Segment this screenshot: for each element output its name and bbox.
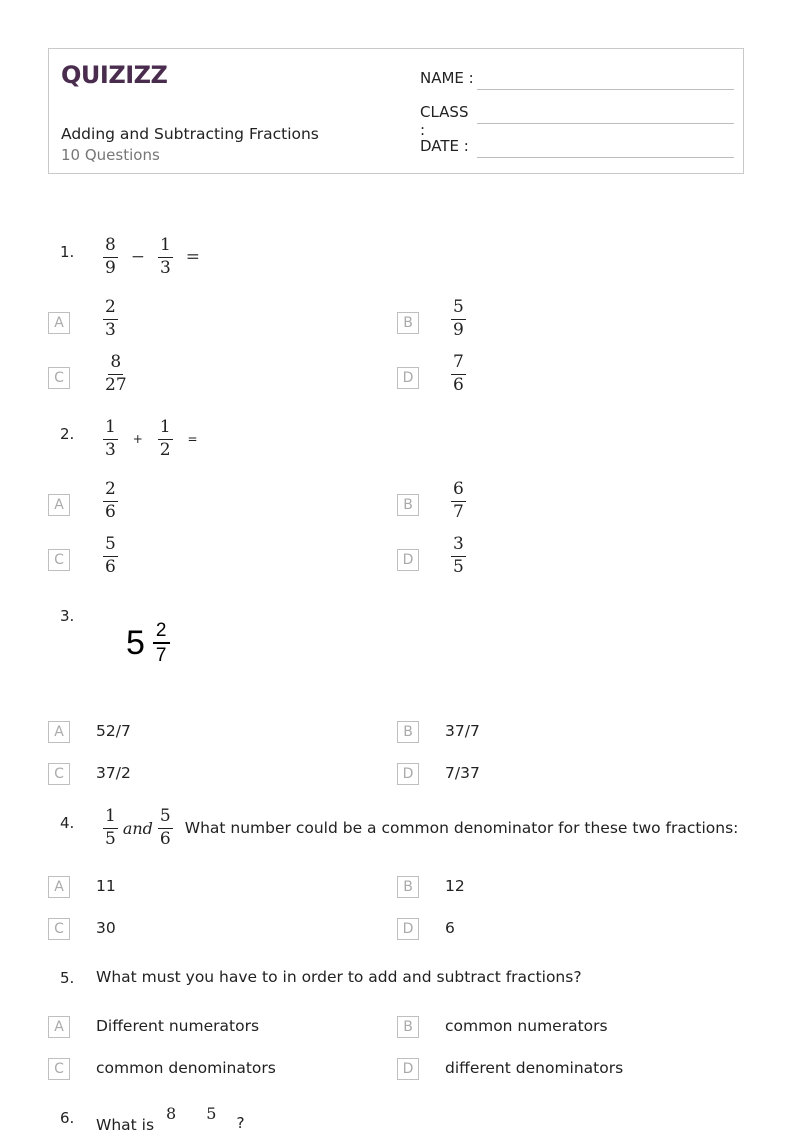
- equals-sign: =: [187, 432, 198, 447]
- question-prompt: What is: [96, 1116, 155, 1134]
- question-prompt: What must you have to in order to add and subtract fractions?: [96, 968, 582, 986]
- option-b-box[interactable]: B: [397, 721, 419, 743]
- question-mark: ?: [236, 1114, 245, 1132]
- class-field[interactable]: [420, 103, 734, 139]
- option-c-box[interactable]: C: [48, 763, 70, 785]
- date-label: DATE :: [420, 137, 469, 155]
- question-1-expression: [103, 236, 200, 278]
- date-line[interactable]: [477, 157, 734, 158]
- fraction: $\frac{1}{3}$: [159, 235, 171, 278]
- option-a-box[interactable]: A: [48, 721, 70, 743]
- mixed-fraction: $\frac{2}{7}$: [153, 620, 170, 667]
- option-d[interactable]: $\frac{7}{6}$: [453, 352, 464, 395]
- question-number: 6.: [60, 1109, 75, 1127]
- mixed-number-image: [126, 620, 170, 667]
- option-c-box[interactable]: C: [48, 1058, 70, 1080]
- class-line[interactable]: [477, 123, 734, 124]
- question-count: 10 Questions: [61, 146, 160, 164]
- option-c[interactable]: $\frac{5}{6}$: [105, 534, 116, 577]
- option-d-box[interactable]: D: [397, 1058, 419, 1080]
- option-d[interactable]: 7/37: [445, 764, 480, 782]
- option-d-box[interactable]: D: [397, 763, 419, 785]
- option-c-box[interactable]: C: [48, 918, 70, 940]
- option-d-box[interactable]: D: [397, 918, 419, 940]
- option-b[interactable]: 12: [445, 877, 465, 895]
- numerator-8: 8: [166, 1104, 177, 1123]
- mixed-whole: 5: [126, 623, 145, 662]
- option-c[interactable]: 30: [96, 919, 116, 937]
- option-a[interactable]: 11: [96, 877, 116, 895]
- option-b[interactable]: $\frac{6}{7}$: [453, 479, 464, 522]
- operator: −: [130, 247, 146, 268]
- question-number: 1.: [60, 243, 75, 261]
- name-label: NAME :: [420, 69, 474, 87]
- option-a[interactable]: $\frac{2}{3}$: [105, 297, 116, 340]
- class-label: CLASS :: [420, 103, 469, 139]
- option-b[interactable]: $\frac{5}{9}$: [453, 297, 464, 340]
- option-c[interactable]: common denominators: [96, 1059, 276, 1077]
- option-d[interactable]: 6: [445, 919, 455, 937]
- option-d-box[interactable]: D: [397, 367, 419, 389]
- name-line[interactable]: [477, 89, 734, 90]
- name-field[interactable]: [420, 69, 734, 87]
- option-a-box[interactable]: A: [48, 494, 70, 516]
- option-a-box[interactable]: A: [48, 1016, 70, 1038]
- fraction: $\frac{8}{9}$: [105, 235, 116, 278]
- option-b-box[interactable]: B: [397, 1016, 419, 1038]
- option-c-box[interactable]: C: [48, 367, 70, 389]
- worksheet-title: Adding and Subtracting Fractions: [61, 125, 319, 143]
- option-c[interactable]: $\frac{8}{27}$: [105, 352, 127, 395]
- option-c-box[interactable]: C: [48, 549, 70, 571]
- option-a-box[interactable]: A: [48, 876, 70, 898]
- worksheet-header: [48, 48, 744, 174]
- option-b[interactable]: common numerators: [445, 1017, 608, 1035]
- quizizz-logo: QUIZIZZ: [61, 61, 168, 89]
- option-c[interactable]: 37/2: [96, 764, 131, 782]
- question-4-text: $\frac{1}{5}$ and $\frac{5}{6}$ What number could be a common denominator for these two fractions:: [105, 806, 739, 849]
- question-number: 4.: [60, 814, 75, 832]
- option-a[interactable]: $\frac{2}{6}$: [105, 479, 116, 522]
- numerator-5: 5: [206, 1104, 217, 1123]
- option-d[interactable]: $\frac{3}{5}$: [453, 534, 464, 577]
- question-number: 5.: [60, 969, 75, 987]
- and-word: and: [122, 818, 153, 838]
- option-a[interactable]: 52/7: [96, 722, 131, 740]
- question-number: 3.: [60, 607, 75, 625]
- question-6-text: [96, 1104, 245, 1134]
- option-a[interactable]: Different numerators: [96, 1017, 260, 1035]
- question-prompt: What number could be a common denominator for these two fractions:: [184, 819, 739, 838]
- option-b-box[interactable]: B: [397, 494, 419, 516]
- option-b[interactable]: 37/7: [445, 722, 480, 740]
- option-d[interactable]: different denominators: [445, 1059, 624, 1077]
- question-2-expression: $\frac{1}{3}$ + $\frac{1}{2}$ =: [105, 417, 198, 460]
- option-d-box[interactable]: D: [397, 549, 419, 571]
- equals-sign: =: [185, 247, 200, 268]
- option-b-box[interactable]: B: [397, 876, 419, 898]
- question-number: 2.: [60, 425, 75, 443]
- date-field[interactable]: [420, 137, 734, 155]
- option-b-box[interactable]: B: [397, 312, 419, 334]
- option-a-box[interactable]: A: [48, 312, 70, 334]
- operator: +: [132, 432, 143, 447]
